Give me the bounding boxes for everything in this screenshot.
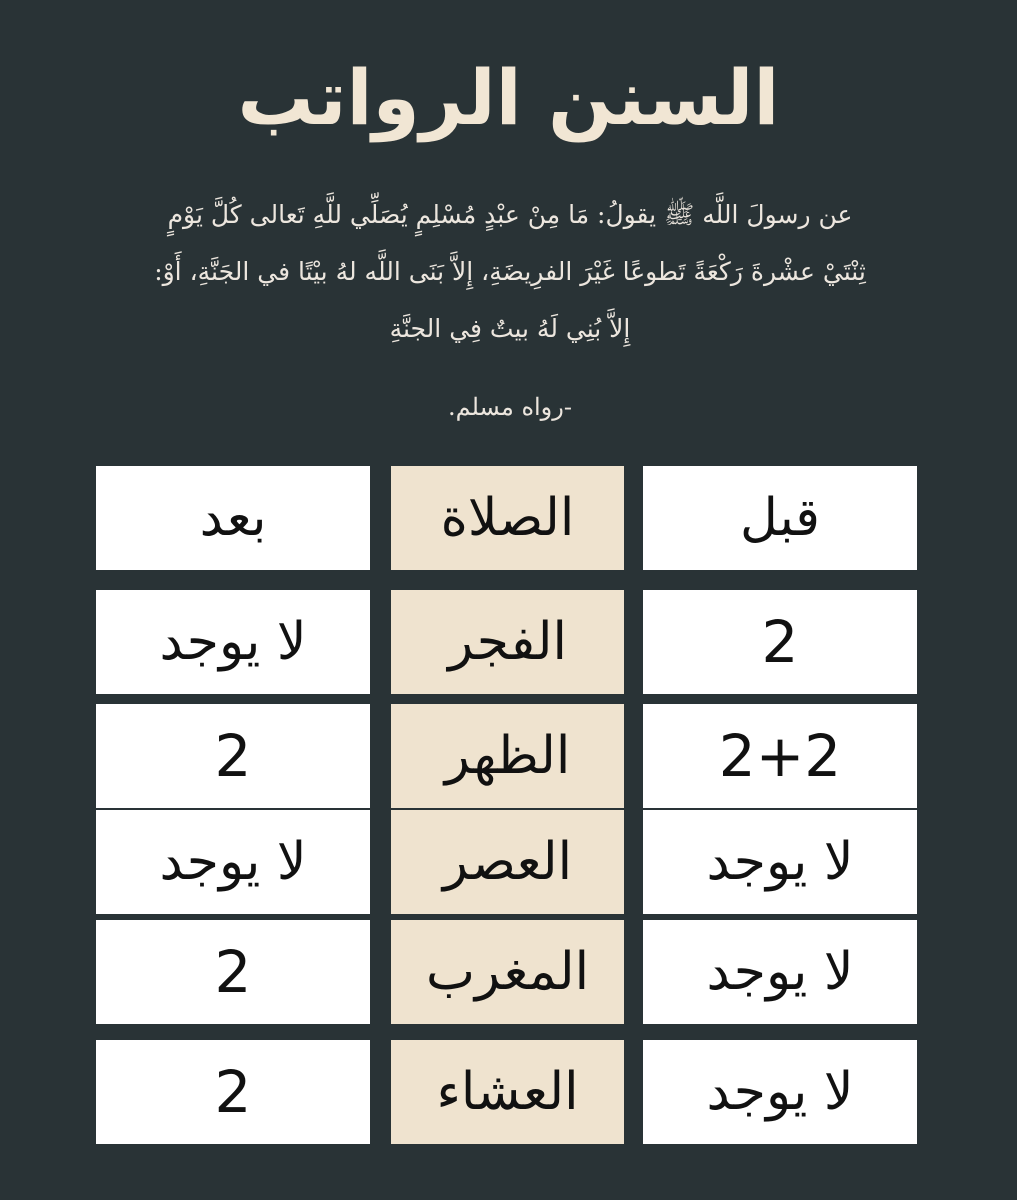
dhuhr-after-cell: 2 [96,704,370,808]
page-title: السنن الرواتب [237,53,780,142]
hadith-line: إِلاَّ بُنِي لَهُ بيتٌ فِي الجنَّةِ [389,314,631,343]
header-prayer: الصلاة [391,466,624,570]
dhuhr-prayer-cell: الظهر [391,704,624,808]
isha-after-cell: 2 [96,1040,370,1144]
maghrib-before-cell: لا يوجد [643,920,917,1024]
header-after: بعد [96,466,370,570]
hadith-line: عن رسولَ اللَّه ﷺ يقولُ: مَا مِنْ عبْدٍ مُسْلِمٍ يُصَلِّي للَّهِ تَعالى كُلَّ يَوْمٍ [167,200,853,229]
dhuhr-before-cell: 2+2 [643,704,917,808]
fajr-before-cell: 2 [643,590,917,694]
hadith-line: ثِنْتَيْ عشْرةَ رَكْعَةً تَطوعًا غَيْرَ الفرِيضَةِ، إِلاَّ بَنَى اللَّه لهُ بيْتًا في الجَنَّةِ، أَوْ: [154,257,866,286]
maghrib-after-cell: 2 [96,920,370,1024]
header-before: قبل [643,466,917,570]
asr-prayer-cell: العصر [391,810,624,914]
hadith-text [110,186,910,357]
asr-after-cell: لا يوجد [96,810,370,914]
fajr-prayer-cell: الفجر [391,590,624,694]
isha-prayer-cell: العشاء [391,1040,624,1144]
asr-before-cell: لا يوجد [643,810,917,914]
isha-before-cell: لا يوجد [643,1040,917,1144]
hadith-source: -رواه مسلم. [448,393,572,421]
fajr-after-cell: لا يوجد [96,590,370,694]
maghrib-prayer-cell: المغرب [391,920,624,1024]
